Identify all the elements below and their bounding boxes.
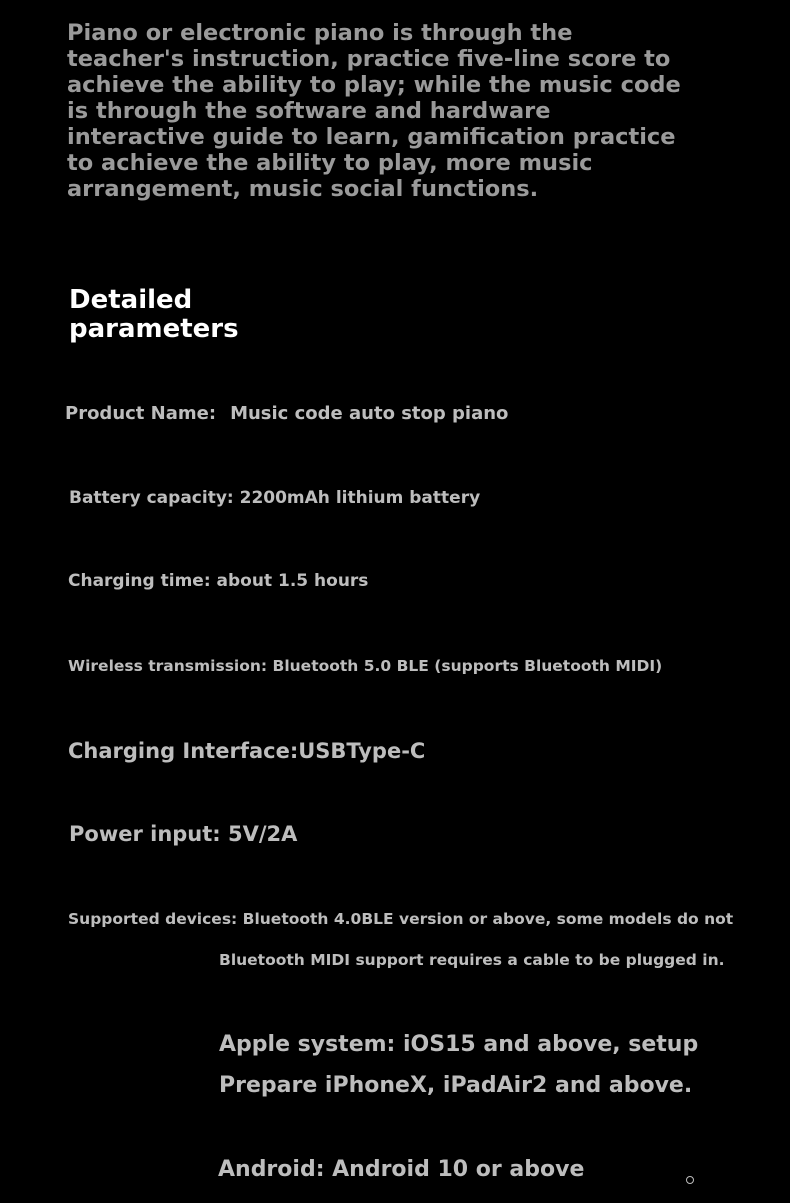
param-product-name <box>65 401 508 427</box>
param-supported-devices: Supported devices: Bluetooth 4.0BLE version or above, some models do not <box>68 910 734 928</box>
section-heading: Detailed parameters <box>69 285 239 344</box>
param-apple-devices: Prepare iPhoneX, iPadAir2 and above. <box>219 1073 693 1098</box>
circle-dot-icon <box>686 1176 694 1184</box>
param-product-name-label: Product Name: <box>65 403 217 424</box>
param-apple-system: Apple system: iOS15 and above, setup <box>219 1032 699 1057</box>
param-power-input: Power input: 5V/2A <box>69 822 298 846</box>
param-battery: Battery capacity: 2200mAh lithium battery <box>69 488 481 508</box>
param-supported-devices-cont: Bluetooth MIDI support requires a cable to be plugged in. <box>219 951 725 969</box>
param-android: Android: Android 10 or above <box>218 1157 585 1182</box>
param-product-name-value: Music code auto stop piano <box>230 403 509 424</box>
intro-paragraph: Piano or electronic piano is through the teacher's instruction, practice five-line score to achieve the ability to play; while the music code is through the software and hardware interactive guide to learn, gamification practice to achieve the ability to play, more music arrangement, music social functions. <box>67 20 681 202</box>
param-wireless: Wireless transmission: Bluetooth 5.0 BLE (supports Bluetooth MIDI) <box>68 657 663 675</box>
param-charging-interface: Charging Interface:USBType-C <box>68 739 426 763</box>
param-charging-time: Charging time: about 1.5 hours <box>68 571 369 591</box>
